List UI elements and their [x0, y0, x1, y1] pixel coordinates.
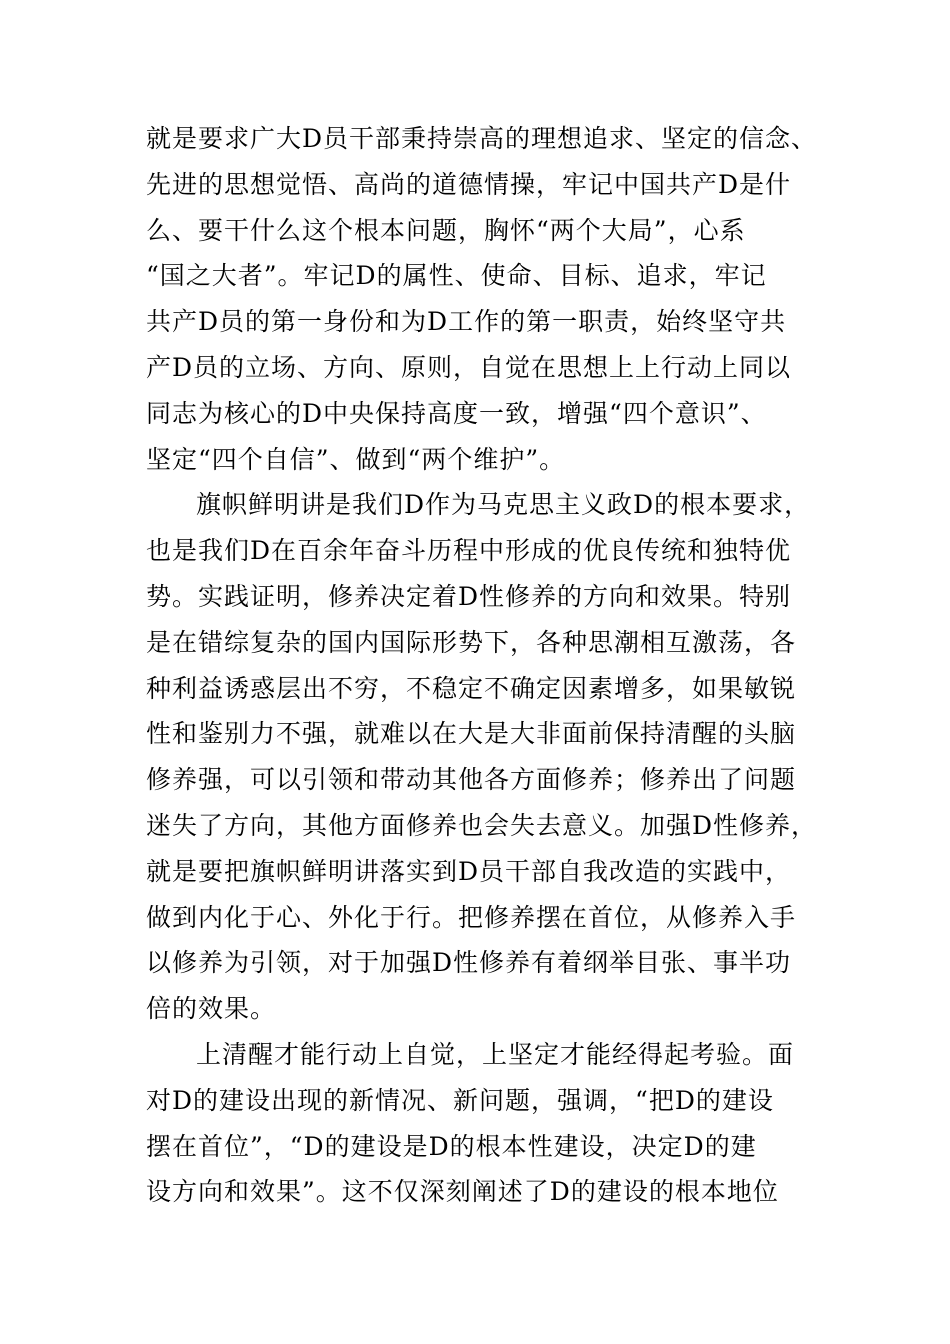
text-line: 倍的效果。 [146, 994, 277, 1024]
text-line: 同志为核心的D中央保持高度一致，增强“四个意识”、 [146, 398, 767, 428]
text-line: 性和鉴别力不强，就难以在大是大非面前保持清醒的头脑 [146, 719, 797, 749]
text-line: 势。实践证明，修养决定着D性修养的方向和效果。特别 [146, 581, 792, 611]
text-line: 是在错综复杂的国内国际形势下，各种思潮相互激荡，各 [146, 627, 797, 657]
text-line: 做到内化于心、外化于行。把修养摆在首位，从修养入手 [146, 902, 797, 932]
text-line: 以修养为引领，对于加强D性修养有着纲举目张、事半功 [146, 948, 792, 978]
text-line: 迷失了方向，其他方面修养也会失去意义。加强D性修养， [146, 810, 818, 840]
body-text [146, 116, 846, 1215]
text-line: 产D员的立场、方向、原则，自觉在思想上上行动上同以 [146, 352, 792, 382]
text-line: 就是要把旗帜鲜明讲落实到D员干部自我改造的实践中， [146, 856, 792, 886]
text-line: 设方向和效果”。这不仅深刻阐述了D的建设的根本地位 [146, 1177, 779, 1207]
text-line: 种利益诱惑层出不穷，不稳定不确定因素增多，如果敏锐 [146, 673, 797, 703]
text-line: 对D的建设出现的新情况、新问题，强调，“把D的建设 [146, 1085, 774, 1115]
text-line: 修养强，可以引领和带动其他各方面修养；修养出了问题 [146, 765, 797, 795]
text-line: 也是我们D在百余年奋斗历程中形成的优良传统和独特优 [146, 536, 792, 566]
text-line: 坚定“四个自信”、做到“两个维护”。 [146, 444, 566, 474]
text-line: 摆在首位”，“D的建设是D的根本性建设，决定D的建 [146, 1131, 757, 1161]
text-line: “国之大者”。牢记D的属性、使命、目标、追求，牢记 [146, 261, 767, 291]
paragraph-first-line: 上清醒才能行动上自觉，上坚定才能经得起考验。面 [196, 1039, 795, 1069]
text-line: 共产D员的第一身份和为D工作的第一职责，始终坚守共 [146, 307, 787, 337]
paragraph-first-line: 旗帜鲜明讲是我们D作为马克思主义政D的根本要求， [196, 490, 811, 520]
text-line: 先进的思想觉悟、高尚的道德情操，牢记中国共产D是什 [146, 169, 792, 199]
text-line: 么、要干什么这个根本问题，胸怀“两个大局”，心系 [146, 215, 746, 245]
text-line: 就是要求广大D员干部秉持崇高的理想追求、坚定的信念、 [146, 124, 818, 153]
